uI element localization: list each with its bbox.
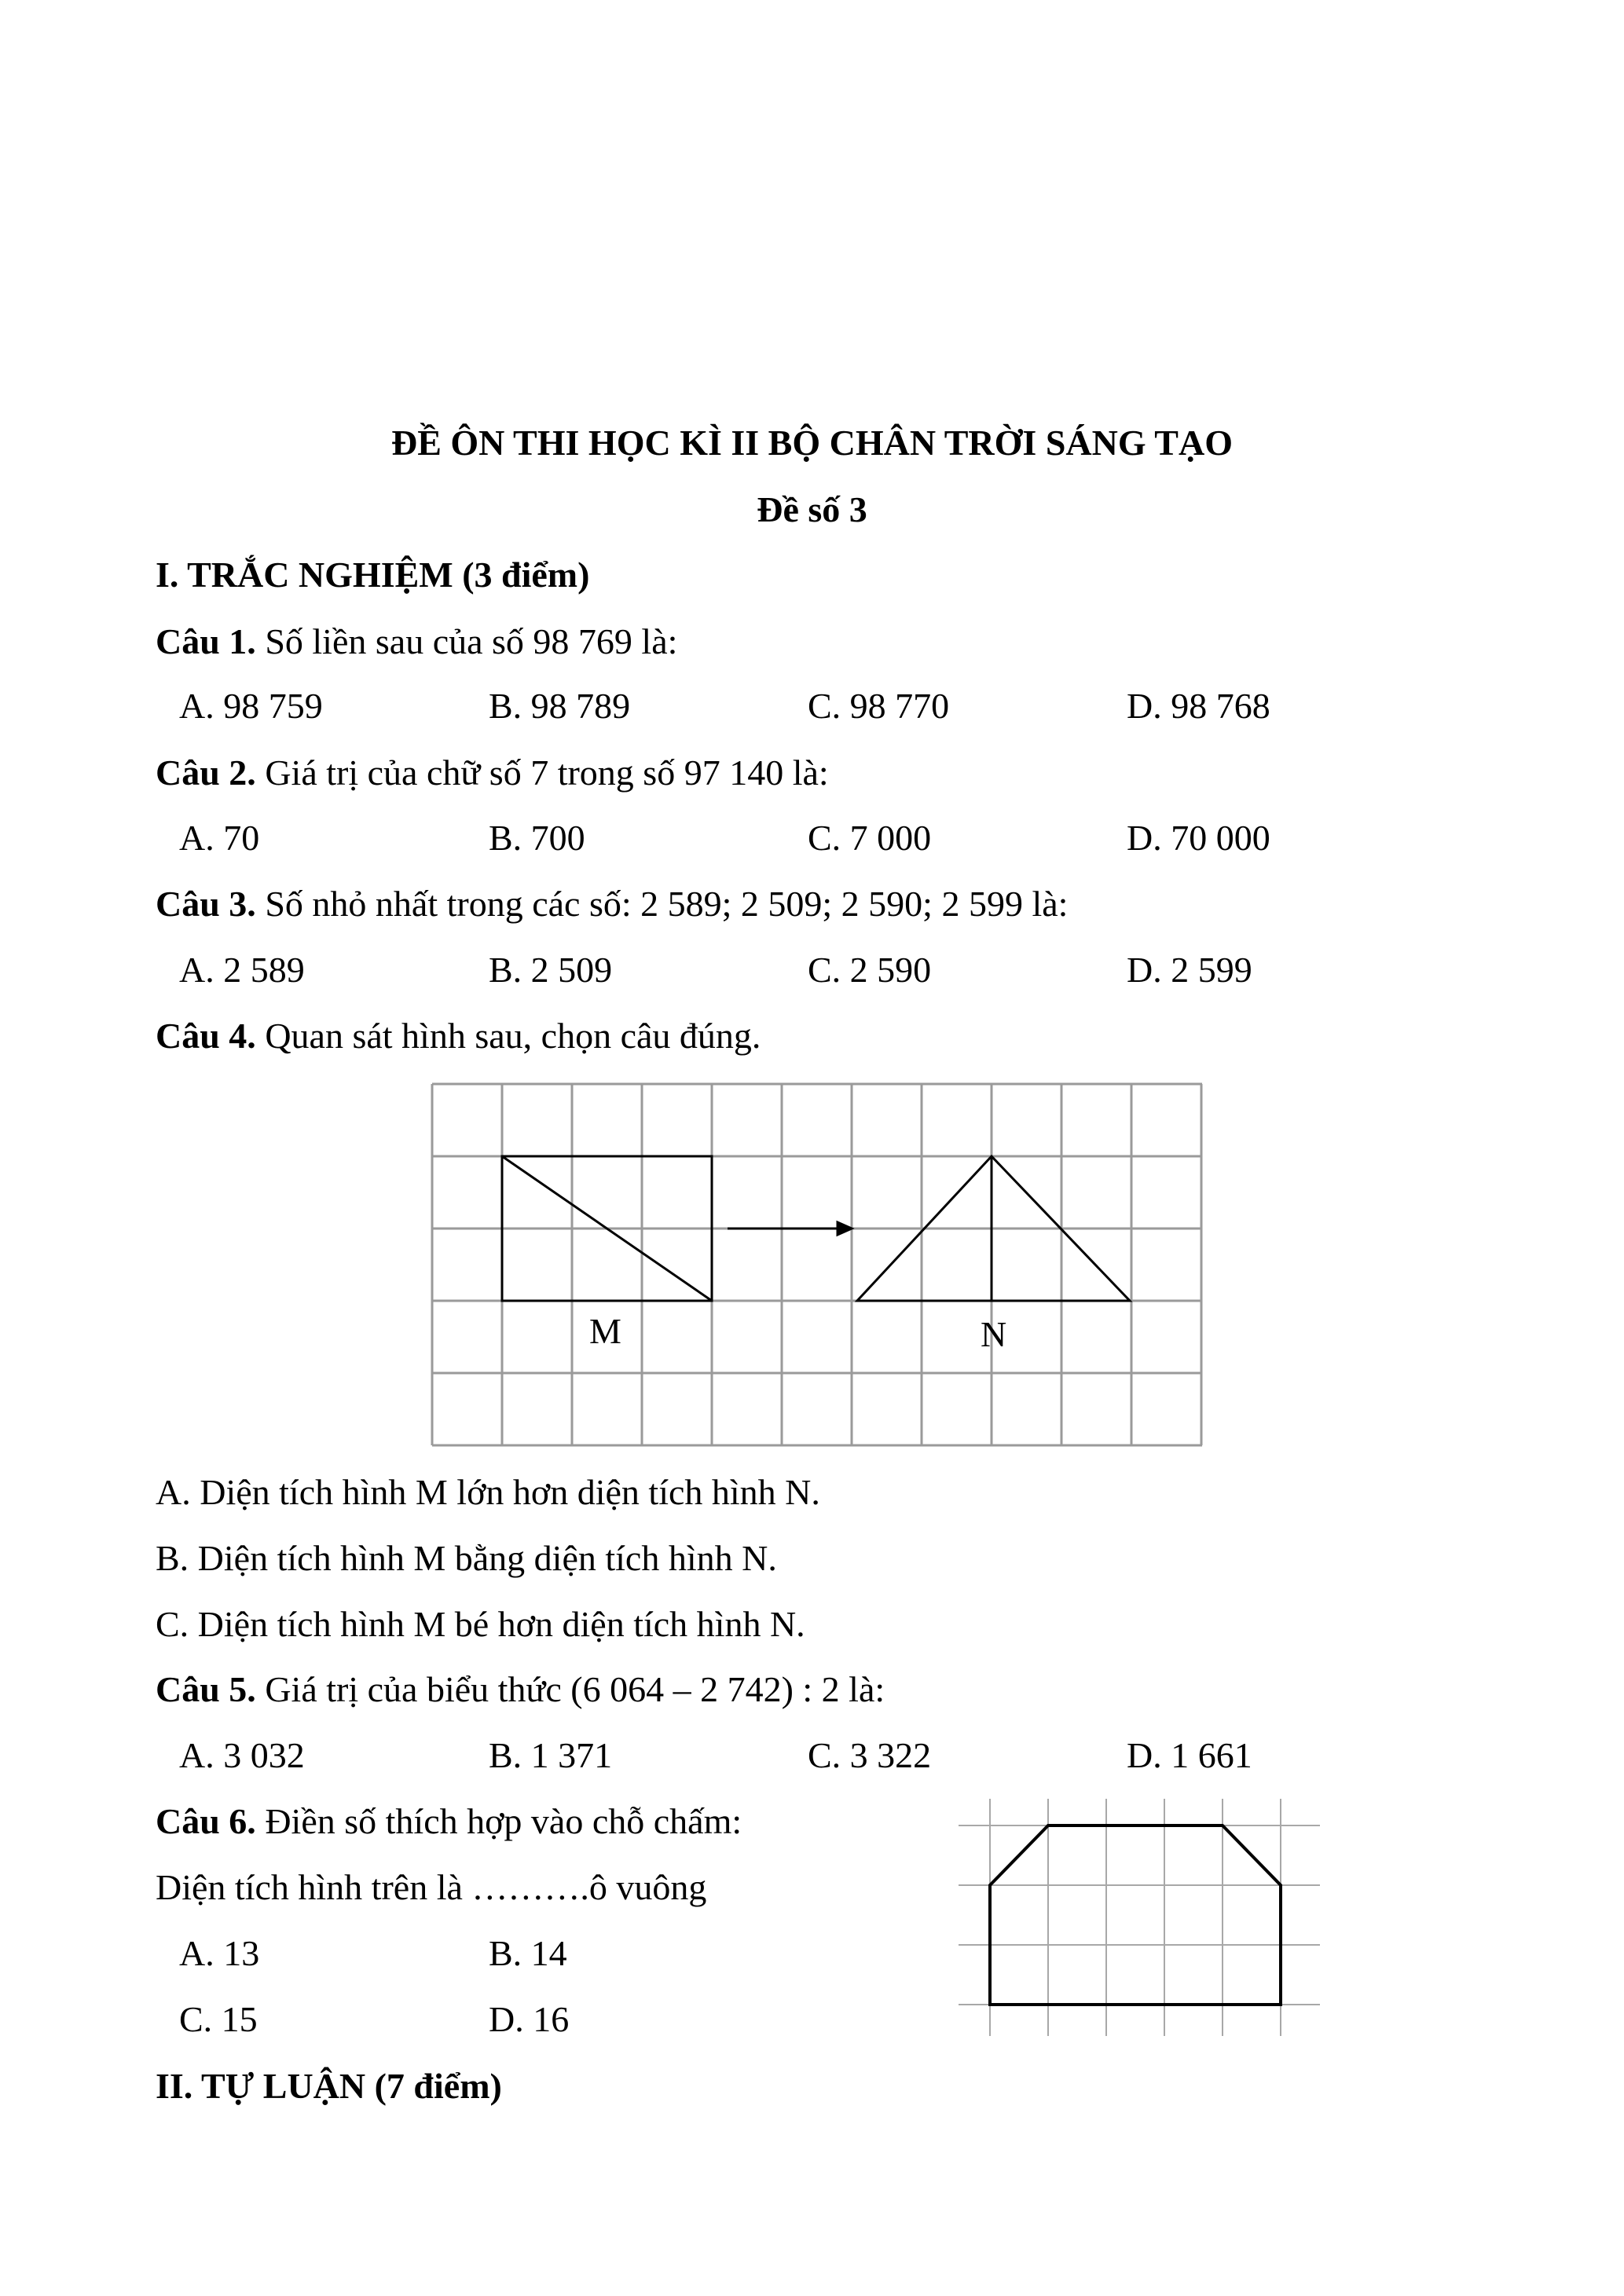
question-text: Quan sát hình sau, chọn câu đúng. xyxy=(265,1016,761,1056)
q4-option-c[interactable]: C. Diện tích hình M bé hơn diện tích hình N. xyxy=(156,1604,805,1644)
q2-option-b[interactable]: B. 700 xyxy=(489,818,585,858)
q4-option-b[interactable]: B. Diện tích hình M bằng diện tích hình N. xyxy=(156,1538,777,1578)
grid-lines xyxy=(432,1084,1202,1445)
question-label: Câu 2. xyxy=(156,753,256,793)
q1-option-c[interactable]: C. 98 770 xyxy=(808,686,950,726)
q1-option-a[interactable]: A. 98 759 xyxy=(179,686,323,726)
section-heading-multiple-choice: I. TRẮC NGHIỆM (3 điểm) xyxy=(156,555,590,595)
question-text: Giá trị của chữ số 7 trong số 97 140 là: xyxy=(265,753,829,793)
arrow-icon xyxy=(728,1222,852,1235)
exam-number: Đề số 3 xyxy=(757,489,867,529)
q3-option-a[interactable]: A. 2 589 xyxy=(179,950,305,990)
q3-option-c[interactable]: C. 2 590 xyxy=(808,950,932,990)
page-title: ĐỀ ÔN THI HỌC KÌ II BỘ CHÂN TRỜI SÁNG TẠO xyxy=(390,423,1233,463)
q4-option-a[interactable]: A. Diện tích hình M lớn hơn diện tích hình N. xyxy=(156,1472,820,1512)
question-5 xyxy=(156,1668,885,1710)
question-text: Số liền sau của số 98 769 là: xyxy=(265,621,678,661)
q5-option-b[interactable]: B. 1 371 xyxy=(489,1735,613,1775)
shape-outline xyxy=(990,1825,1281,2005)
question-label: Câu 1. xyxy=(156,621,256,661)
question-text: Số nhỏ nhất trong các số: 2 589; 2 509; 2 590; 2 599 là: xyxy=(265,884,1069,924)
q6-option-b[interactable]: B. 14 xyxy=(489,1933,567,1973)
question-4 xyxy=(156,1015,761,1056)
question-1 xyxy=(156,621,677,662)
q6-option-c[interactable]: C. 15 xyxy=(179,1999,258,2039)
question-label: Câu 6. xyxy=(156,1801,256,1841)
label-shape-n: N xyxy=(981,1314,1007,1354)
question-6-fill-line: Diện tích hình trên là ……….ô vuông xyxy=(156,1867,707,1907)
question-3 xyxy=(156,883,1068,925)
question-text: Điền số thích hợp vào chỗ chấm: xyxy=(265,1801,742,1841)
label-shape-m: M xyxy=(589,1311,621,1351)
section-heading-essay: II. TỰ LUẬN (7 điểm) xyxy=(156,2066,502,2106)
figure-shapes-m-n xyxy=(431,1082,1204,1452)
q6-option-d[interactable]: D. 16 xyxy=(489,1999,570,2039)
figure-area-shape xyxy=(959,1799,1328,2042)
q5-option-c[interactable]: C. 3 322 xyxy=(808,1735,932,1775)
q5-option-a[interactable]: A. 3 032 xyxy=(179,1735,305,1775)
q2-option-d[interactable]: D. 70 000 xyxy=(1127,818,1270,858)
grid-lines xyxy=(959,1799,1320,2036)
q2-option-c[interactable]: C. 7 000 xyxy=(808,818,932,858)
q6-option-a[interactable]: A. 13 xyxy=(179,1933,260,1973)
q1-option-d[interactable]: D. 98 768 xyxy=(1127,686,1270,726)
q5-option-d[interactable]: D. 1 661 xyxy=(1127,1735,1252,1775)
question-2 xyxy=(156,752,829,793)
q2-option-a[interactable]: A. 70 xyxy=(179,818,260,858)
question-6 xyxy=(156,1800,742,1842)
question-text: Giá trị của biểu thức (6 064 – 2 742) : 2 là: xyxy=(265,1669,885,1709)
question-label: Câu 3. xyxy=(156,884,256,924)
question-label: Câu 5. xyxy=(156,1669,256,1709)
q3-option-d[interactable]: D. 2 599 xyxy=(1127,950,1252,990)
q1-option-b[interactable]: B. 98 789 xyxy=(489,686,631,726)
q3-option-b[interactable]: B. 2 509 xyxy=(489,950,613,990)
question-label: Câu 4. xyxy=(156,1016,256,1056)
